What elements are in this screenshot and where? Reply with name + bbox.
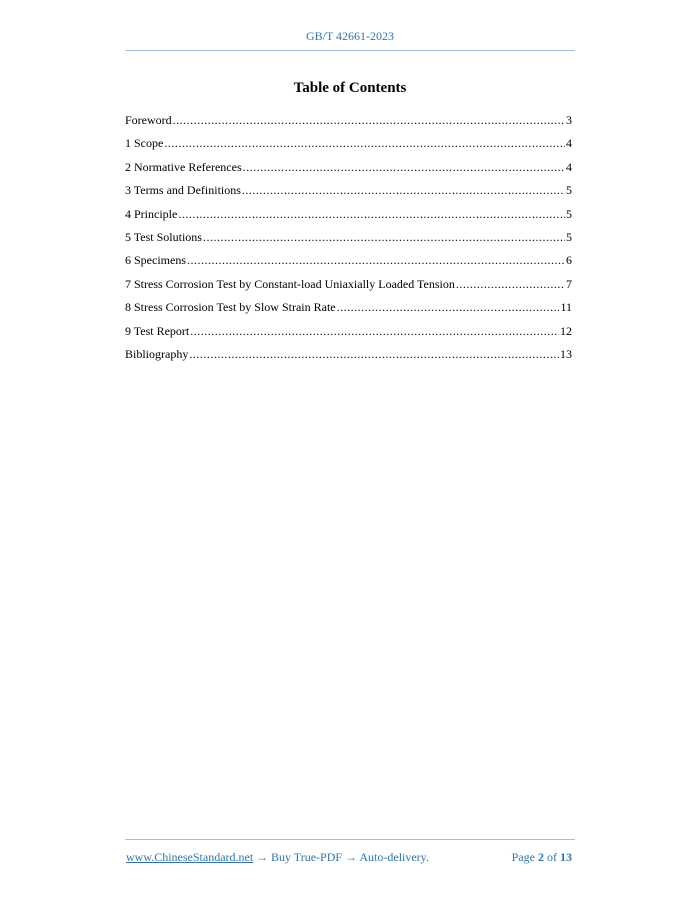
- toc-entry-slow-strain-rate-test[interactable]: [125, 298, 572, 321]
- toc-entry-foreword[interactable]: [125, 111, 572, 134]
- toc-entry-principle[interactable]: [125, 205, 572, 228]
- toc-leader-dots: [190, 322, 559, 340]
- header-divider: [125, 50, 575, 51]
- toc-entry-title: 6 Specimens: [125, 253, 186, 268]
- page-current: 2: [538, 850, 544, 864]
- toc-entry-terms-and-definitions[interactable]: [125, 181, 572, 204]
- table-of-contents: [125, 111, 572, 368]
- toc-entry-title: 5 Test Solutions: [125, 229, 202, 244]
- toc-leader-dots: [456, 275, 565, 293]
- toc-entry-page: 12: [560, 323, 572, 338]
- page-word: Page: [511, 850, 535, 864]
- footer-tagline: → Buy True-PDF → Auto-delivery.: [256, 850, 429, 864]
- toc-heading: Table of Contents: [293, 80, 407, 96]
- toc-entry-page: 7: [566, 276, 572, 291]
- toc-leader-dots: [242, 181, 565, 199]
- toc-leader-dots: [189, 345, 559, 363]
- toc-entry-title: 2 Normative References: [125, 159, 242, 174]
- toc-entry-scope[interactable]: [125, 134, 572, 157]
- toc-entry-page: 5: [566, 229, 572, 244]
- toc-entry-title: 1 Scope: [125, 136, 164, 151]
- toc-leader-dots: [178, 205, 565, 223]
- toc-entry-title: Foreword: [125, 113, 172, 127]
- toc-entry-test-report[interactable]: [125, 322, 572, 345]
- toc-entry-title: 4 Principle: [125, 206, 178, 221]
- toc-leader-dots: [203, 228, 565, 246]
- toc-leader-dots: [243, 158, 565, 176]
- page-total: 13: [560, 850, 572, 864]
- toc-entry-page: 13: [560, 346, 572, 361]
- toc-entry-title: 9 Test Report: [125, 323, 190, 338]
- toc-entry-page: 5: [566, 206, 572, 221]
- toc-entry-title: 3 Terms and Definitions: [125, 183, 241, 198]
- toc-entry-page: 6: [566, 253, 572, 268]
- footer-divider: [125, 839, 575, 840]
- toc-leader-dots: [337, 298, 560, 316]
- toc-entry-page: 11: [560, 300, 572, 315]
- document-number: GB/T 42661-2023: [305, 29, 395, 43]
- toc-entry-title: 7 Stress Corrosion Test by Constant-load Uniaxially Loaded Tension: [125, 276, 455, 291]
- toc-entry-title: Bibliography: [125, 346, 189, 361]
- toc-leader-dots: [164, 134, 565, 152]
- toc-entry-page: 4: [566, 136, 572, 151]
- toc-entry-specimens[interactable]: [125, 251, 572, 274]
- page-of: of: [547, 850, 557, 864]
- toc-entry-test-solutions[interactable]: [125, 228, 572, 251]
- toc-entry-constant-load-test[interactable]: [125, 275, 572, 298]
- page-number: [512, 850, 572, 865]
- toc-entry-bibliography[interactable]: [125, 345, 572, 368]
- toc-leader-dots: [187, 251, 565, 269]
- website-link[interactable]: www.ChineseStandard.net: [126, 850, 254, 864]
- toc-leader-dots: [173, 111, 565, 129]
- toc-entry-page: 4: [566, 159, 572, 174]
- toc-entry-page: 3: [566, 113, 572, 127]
- toc-entry-page: 5: [566, 183, 572, 198]
- toc-entry-title: 8 Stress Corrosion Test by Slow Strain Rate: [125, 300, 336, 315]
- toc-entry-normative-references[interactable]: [125, 158, 572, 181]
